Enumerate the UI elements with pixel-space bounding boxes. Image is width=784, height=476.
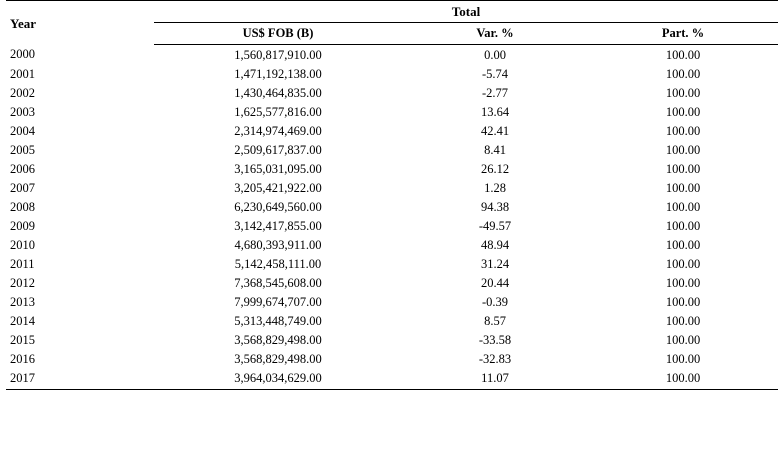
table-body (6, 45, 778, 390)
cell-part: 100.00 (665, 123, 701, 138)
table-row (6, 121, 778, 140)
cell-fob: 3,568,829,498.00 (234, 332, 322, 347)
header-row-group (6, 1, 778, 23)
cell-part: 100.00 (665, 199, 701, 214)
table-row (6, 292, 778, 311)
cell-part: 100.00 (665, 313, 701, 328)
cell-fob: 5,313,448,749.00 (234, 313, 322, 328)
table-row (6, 45, 778, 65)
table-row (6, 102, 778, 121)
cell-var: 42.41 (480, 123, 510, 138)
cell-fob: 1,471,192,138.00 (234, 66, 322, 81)
cell-var: -2.77 (481, 85, 509, 100)
cell-part: 100.00 (665, 142, 701, 157)
cell-part: 100.00 (665, 218, 701, 233)
cell-var: 8.41 (484, 142, 506, 157)
cell-var: -49.57 (478, 218, 512, 233)
table-row (6, 216, 778, 235)
cell-fob: 3,142,417,855.00 (234, 218, 322, 233)
table-row (6, 178, 778, 197)
table-row (6, 83, 778, 102)
cell-fob: 2,509,617,837.00 (234, 142, 322, 157)
cell-var: 11.07 (402, 368, 588, 389)
cell-year: 2013 (10, 294, 35, 309)
column-header-var: Var. % (402, 23, 588, 45)
cell-fob: 1,430,464,835.00 (234, 85, 322, 100)
cell-part: 100.00 (665, 66, 701, 81)
table-row (6, 64, 778, 83)
cell-part: 100.00 (665, 161, 701, 176)
cell-year: 2010 (10, 237, 35, 252)
table-row (6, 197, 778, 216)
cell-year: 2016 (10, 351, 35, 366)
table-header (6, 1, 778, 45)
table-row (6, 159, 778, 178)
cell-var: -0.39 (481, 294, 509, 309)
export-totals-table (6, 0, 778, 390)
cell-part: 100.00 (665, 332, 701, 347)
cell-var: 94.38 (480, 199, 510, 214)
table-row (6, 330, 778, 349)
table-row (6, 254, 778, 273)
cell-fob: 3,205,421,922.00 (234, 180, 322, 195)
cell-part: 100.00 (665, 180, 701, 195)
cell-part: 100.00 (665, 351, 701, 366)
table-row (6, 349, 778, 368)
column-group-header-total: Total (154, 1, 778, 23)
cell-fob: 1,560,817,910.00 (234, 47, 322, 62)
column-header-fob: US$ FOB (B) (154, 23, 402, 45)
cell-year: 2014 (10, 313, 35, 328)
column-header-year: Year (6, 1, 154, 45)
cell-year: 2008 (10, 199, 35, 214)
cell-part: 100.00 (588, 368, 778, 389)
cell-year: 2003 (10, 104, 35, 119)
cell-fob: 5,142,458,111.00 (234, 256, 322, 271)
cell-year: 2017 (6, 368, 154, 389)
cell-part: 100.00 (665, 294, 701, 309)
cell-var: -32.83 (478, 351, 512, 366)
cell-year: 2001 (10, 66, 35, 81)
cell-var: 26.12 (480, 161, 510, 176)
cell-var: -33.58 (478, 332, 512, 347)
cell-var: 13.64 (480, 104, 510, 119)
cell-fob: 6,230,649,560.00 (234, 199, 322, 214)
cell-var: -5.74 (481, 66, 509, 81)
table-row (6, 140, 778, 159)
cell-year: 2000 (10, 47, 35, 62)
cell-year: 2004 (10, 123, 35, 138)
cell-fob: 4,680,393,911.00 (234, 237, 322, 252)
table-row (6, 368, 778, 389)
cell-year: 2012 (10, 275, 35, 290)
cell-year: 2002 (10, 85, 35, 100)
cell-fob: 3,568,829,498.00 (234, 351, 322, 366)
table-row (6, 273, 778, 292)
cell-var: 8.57 (484, 313, 506, 328)
cell-part: 100.00 (665, 104, 701, 119)
cell-year: 2015 (10, 332, 35, 347)
cell-part: 100.00 (665, 237, 701, 252)
cell-var: 48.94 (480, 237, 510, 252)
cell-fob: 1,625,577,816.00 (234, 104, 322, 119)
cell-part: 100.00 (665, 275, 701, 290)
cell-year: 2007 (10, 180, 35, 195)
cell-fob: 3,165,031,095.00 (234, 161, 322, 176)
cell-var: 31.24 (480, 256, 510, 271)
cell-part: 100.00 (665, 85, 701, 100)
column-header-part: Part. % (588, 23, 778, 45)
cell-var: 0.00 (484, 47, 506, 62)
cell-var: 20.44 (480, 275, 510, 290)
cell-fob: 2,314,974,469.00 (234, 123, 322, 138)
cell-fob: 7,999,674,707.00 (234, 294, 322, 309)
cell-fob: 3,964,034,629.00 (154, 368, 402, 389)
table-row (6, 311, 778, 330)
cell-fob: 7,368,545,608.00 (234, 275, 322, 290)
cell-year: 2006 (10, 161, 35, 176)
cell-part: 100.00 (665, 47, 701, 62)
cell-part: 100.00 (665, 256, 701, 271)
cell-var: 1.28 (484, 180, 506, 195)
cell-year: 2011 (10, 256, 35, 271)
cell-year: 2005 (10, 142, 35, 157)
cell-year: 2009 (10, 218, 35, 233)
table-row (6, 235, 778, 254)
